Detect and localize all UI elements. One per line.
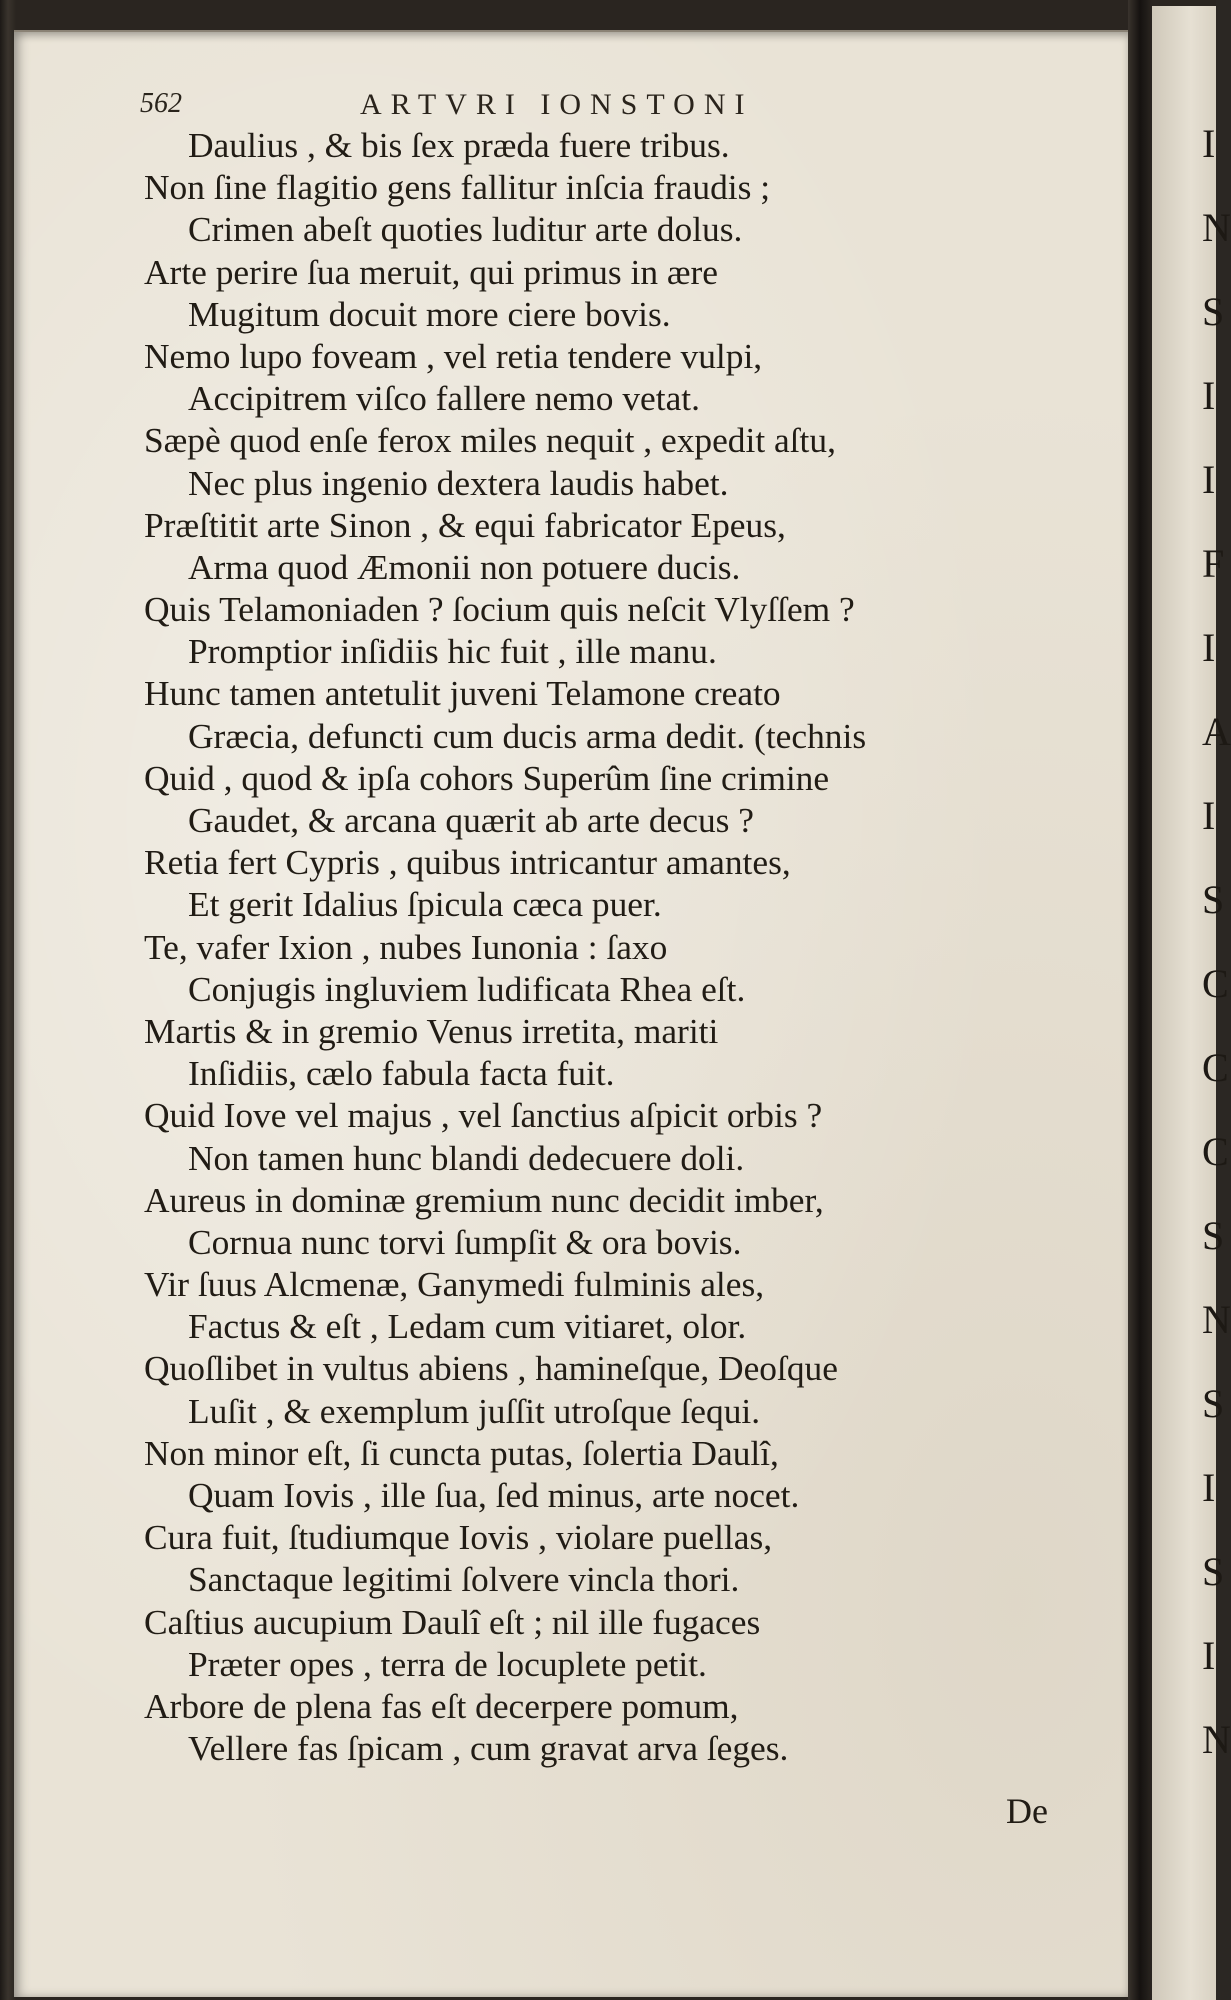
running-head [140, 88, 920, 128]
verse-line: Quis Telamoniaden ? ſocium quis neſcit Vlyſſem ? [144, 589, 855, 630]
facing-page-letter: S [1202, 289, 1225, 334]
verse-line: Non ſine flagitio gens fallitur inſcia fraudis ; [144, 167, 771, 208]
facing-page-letter: S [1202, 877, 1225, 922]
facing-page-letter: I [1202, 121, 1216, 166]
verse-line: Sanctaque legitimi ſolvere vincla thori. [188, 1559, 740, 1600]
verse-line: Non minor eſt, ſi cuncta putas, ſolertia Daulî, [144, 1432, 779, 1473]
facing-page-letter: S [1202, 1381, 1225, 1426]
verse-line: Promptior inſidiis hic fuit , ille manu. [188, 631, 717, 672]
page-number: 562 [140, 88, 182, 119]
poem-verse [144, 124, 1074, 1769]
facing-page-letter: N [1202, 1717, 1231, 1762]
facing-page-letter: N [1202, 1297, 1231, 1342]
verse-line: Quid Iove vel majus , vel ſanctius aſpicit orbis ? [144, 1095, 823, 1136]
verse-line: Crimen abeſt quoties luditur arte dolus. [188, 209, 743, 250]
verse-line: Hunc tamen antetulit juveni Telamone creato [144, 673, 781, 714]
verse-line: Arma quod Æmonii non potuere ducis. [188, 546, 741, 587]
verse-line: Quam Iovis , ille ſua, ſed minus, arte nocet. [188, 1475, 800, 1515]
verse-line: Te, vafer Ixion , nubes Iunonia : ſaxo [144, 926, 668, 967]
verse-line: Et gerit Idalius ſpicula cæca puer. [188, 884, 662, 925]
verse-line: Luſit , & exemplum juſſit utroſque ſequi. [188, 1390, 761, 1431]
verse-line: Factus & eſt , Ledam cum vitiaret, olor. [188, 1306, 747, 1347]
facing-page-letter: I [1202, 1633, 1216, 1678]
facing-page-letter: I [1202, 457, 1216, 502]
verse-line: Vir ſuus Alcmenæ, Ganymedi fulminis ales, [144, 1264, 765, 1305]
verse-line: Non tamen hunc blandi dedecuere doli. [188, 1137, 745, 1178]
verse-line: Nec plus ingenio dextera laudis habet. [188, 462, 729, 503]
verse-line: Daulius , & bis ſex præda fuere tribus. [188, 125, 730, 165]
verse-line: Græcia, defuncti cum ducis arma dedit. (technis [188, 715, 867, 756]
facing-page-letter: I [1202, 793, 1216, 838]
verse-line: Accipitrem viſco fallere nemo vetat. [188, 378, 700, 419]
verse-line: Quid , quod & ipſa cohors Superûm ſine crimine [144, 757, 830, 798]
verse-line: Caſtius aucupium Daulî eſt ; nil ille fugaces [144, 1601, 761, 1642]
verse-line: Cornua nunc torvi ſumpſit & ora bovis. [188, 1221, 742, 1262]
facing-page-letter: I [1202, 373, 1216, 418]
facing-page-letter: N [1202, 205, 1231, 250]
facing-page-letter: A [1202, 709, 1231, 754]
verse-line: Cura fuit, ſtudiumque Iovis , violare puellas, [144, 1517, 773, 1558]
facing-page-letter: S [1202, 1549, 1225, 1594]
verse-line: Arte perire ſua meruit, qui primus in ære [144, 251, 718, 292]
verse-line: Mugitum docuit more ciere bovis. [188, 293, 671, 334]
facing-page-letter: C [1202, 961, 1229, 1006]
facing-page-letter: S [1202, 1213, 1225, 1258]
verse-line: Sæpè quod enſe ferox miles nequit , expedit aſtu, [144, 420, 836, 461]
facing-page-letter: C [1202, 1045, 1229, 1090]
verse-line: Vellere fas ſpicam , cum gravat arva ſeges. [188, 1728, 789, 1769]
verse-line: Arbore de plena fas eſt decerpere pomum, [144, 1685, 739, 1726]
catchword: De [1006, 1791, 1048, 1831]
verse-line: Martis & in gremio Venus irretita, mariti [144, 1010, 719, 1051]
verse-line: Præſtitit arte Sinon , & equi fabricator Epeus, [144, 504, 786, 545]
author-heading: ARTVRI IONSTONI [360, 88, 754, 121]
verse-line: Inſidiis, cælo fabula facta fuit. [188, 1053, 615, 1094]
verse-line: Conjugis ingluviem ludificata Rhea eſt. [188, 968, 746, 1009]
facing-page-letter: I [1202, 625, 1216, 670]
verse-line: Gaudet, & arcana quærit ab arte decus ? [188, 800, 754, 840]
verse-line: Retia fert Cypris , quibus intricantur amantes, [144, 842, 791, 883]
facing-page-letter: C [1202, 1129, 1229, 1174]
facing-page-letter: I [1202, 1465, 1216, 1510]
verse-line: Nemo lupo foveam , vel retia tendere vulpi, [144, 335, 763, 376]
verse-line: Quoſlibet in vultus abiens , hamineſque, Deoſque [144, 1348, 838, 1389]
verse-line: Præter opes , terra de locuplete petit. [188, 1643, 707, 1684]
book-gutter [1128, 0, 1152, 2000]
facing-page-edge-letters [1202, 120, 1231, 1820]
verse-line: Aureus in dominæ gremium nunc decidit imber, [144, 1179, 824, 1220]
facing-page-letter: F [1202, 541, 1225, 586]
